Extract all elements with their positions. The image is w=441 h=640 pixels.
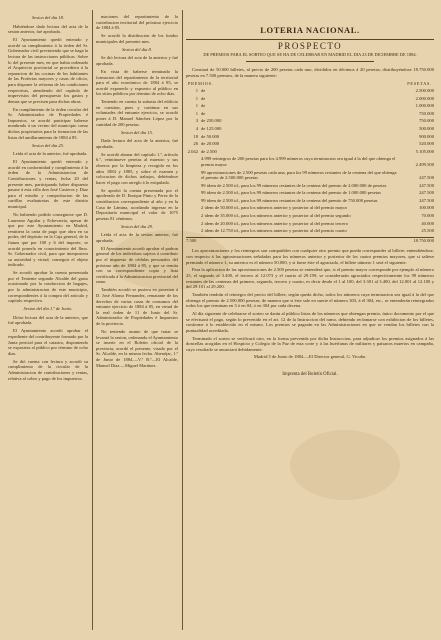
minutes-paragraph: Leida el acta de la anterior, fué aprobada. — [13, 151, 88, 157]
prize-amount: 2.500.000 — [415, 87, 434, 93]
header-pesetas: PESETAS. — [407, 81, 432, 87]
prospecto-paragraph: Para la aplicacion de las aproximaciones de 2.500 pesetas se entenderá que, si el premio mayor corresponde por ejemplo al número 25, el segundo al 3.400, el tercero al 12.073 y el cuarto al 29.199, se considerarán agraciados respectivamente los 99 números restantes de las centenas del primero, segundo, tercero y cuarto, es decir desde el 1 al 100, del 3.301 al 3.400, del 12.001 al 12.100 y del 29.101 al 29.200. — [186, 267, 434, 290]
prospecto-paragraph: Al día siguiente de celebrarse el sorteo se darán al público listas de los números que obtengan premio, único documento por el que se efectuará el pago, según lo prevenido en el art. 12 de la Instruccion del ramo, debiendo reclamarse con exhibicion de los billetes, conforme á lo establecido en el mismo. Los premios se pagarán en las Administraciones en que se vendan los billetes con la puntualidad acreditada. — [186, 310, 434, 333]
total-count: 7.500 — [186, 237, 197, 243]
prize-amount: 520.000 — [419, 141, 434, 147]
prize-amount: 750.000 — [419, 110, 434, 116]
prize-label: 2 idem de 12.750 id., para los números anterior y posterior al del premio cuarto — [201, 228, 347, 234]
minutes-paragraph: Teniendo en cuenta la subasta del edificio en cuestion, pues y continua en sus voluntades del entrante ejercicio, se acordó poner á D. Manuel Sánchez López por la cantidad de 200 pesetas. — [96, 99, 178, 127]
signature-line: Madrid 5 de Junio de 1884.—El Director general, G. Vicuña. — [253, 354, 367, 360]
column-divider — [92, 10, 93, 630]
minutes-paragraph: Leida el acta de la sesion anterior, fué aprobada. — [96, 232, 178, 243]
prize-count: 4 — [195, 125, 198, 131]
prize-amount: 100.000 — [419, 205, 434, 211]
prize-label: de — [201, 110, 206, 116]
minutes-paragraph: Se acordó aprobar la cuenta presentada por el Teniente segundo Alcalde del gasto ocasionado por la conduccion de bagajes, por la administracion de este municipio, correspondientes á la compra del artículo y capítulo respectivo. — [8, 270, 88, 304]
prize-row — [186, 183, 434, 189]
prize-label: de — [201, 103, 206, 109]
prospecto-paragraph: Los aproximaciones y los reintegros son compatibles con cualquier otro premio que pueda corresponder al billete; entendiéndose, con respecto á las aproximaciones señaladas para los números anterior y posterior de los cuatro premios mayores, que si saliese premiado el número 1, su anterior es el número 50.000, y si fuese éste el agraciado, el billete número 1 será el siguiente. — [186, 248, 434, 265]
prize-row — [186, 111, 434, 117]
prize-count: 1 — [195, 87, 198, 93]
prize-label: 99 idem de 2.500 id., para los 99 números restantes de la centena del premio de 1.000.000 pesetas — [201, 190, 381, 196]
prize-row — [186, 190, 434, 196]
prize-row — [186, 228, 434, 234]
minutes-paragraph: Se dió cuenta con lectura y acordó su cumplimiento de la circular de la Administracion de contribuciones y rentas, relativa al cobro y pago de los impuestos. — [8, 358, 88, 381]
prize-row — [186, 198, 434, 204]
prize-label: de 50.000 — [201, 133, 220, 139]
column-divider — [182, 10, 183, 630]
prospecto-intro: Constará de 50.000 billetes, al precio de 200 pesetas cada uno, divididos en décimos á 20 pesetas; distribuyéndose 18.750.000 pesetas en 7.500 premios, de la manera siguiente: — [186, 67, 434, 78]
prize-amount: 2.499.500 — [415, 161, 434, 167]
prize-count: 1 — [195, 95, 198, 101]
prize-amount: 247.500 — [419, 175, 434, 181]
prize-count: 1 — [195, 110, 198, 116]
minutes-paragraph: En cumplimiento de la órden circular del Sr. Administrador de Propiedades é Impuestos, se acordó participar haberse nombrado á un vecino del municipio como dichos propietarios para la formacion de las listas del amillaramiento de 1884 á 85. — [8, 106, 88, 140]
prize-row — [186, 149, 434, 155]
session-dateline: Sesion del dia 8. — [122, 46, 152, 52]
prize-count: 3 — [195, 118, 198, 124]
prize-amount: 25.500 — [421, 228, 434, 234]
prospecto-heading: PROSPECTO — [277, 40, 343, 51]
minutes-paragraph: maciones del repartimiento de la contribucion territorial del próximo ejercicio de 1884 á 85. — [96, 14, 178, 31]
session-dateline: Sesion del dia 18. — [32, 15, 64, 20]
prize-row — [186, 170, 434, 181]
prize-amount: 900.000 — [419, 133, 434, 139]
prize-amount: 247.500 — [419, 197, 434, 203]
prize-table — [186, 88, 434, 234]
prize-label: 4.999 reintegros de 200 pesetas para los 4.999 números cuya terminacion sea igual á la del que obtenga el premio mayor — [201, 156, 396, 167]
prospecto-subhead: DE PREMIOS PARA EL SORTEO QUE SE HA DE CELEBRAR EN MADRID EL DIA 23 DE DICIEMBRE DE 1884. — [203, 52, 417, 58]
prize-label: de 2.500 — [201, 148, 217, 154]
prize-amount: 500.000 — [419, 125, 434, 131]
minutes-paragraph: Se aprobó la cuenta presentada por el apoderado de D. Enrique Pinto y Perez de la contribucion correspondiente al año y en la Casa de Lámina, acordando ingresar en la Depositaría municipal el valor de 1075 pesetas 81 céntimos. — [96, 187, 178, 221]
prize-label: 2 idem de 35.000 id., para los números anterior y posterior al del premio segundo — [201, 213, 351, 219]
prospecto-body — [186, 248, 434, 360]
minutes-paragraph: No teniendo asunto de que tratar se levantó la sesion, ordenando el Ayuntamiento se inserte en el Boletin oficial de la provincia, acordó el presente, visado por el Sr. Alcalde, en la misma fecha. Abenójar, 1.º de Junio de 1884.—V.º B.º—El Alcalde, Manuel Diaz.—Miguel Martinez. — [96, 328, 178, 368]
prize-row — [186, 118, 434, 124]
lottery-title: LOTERIA NACIONAL. — [260, 25, 360, 35]
minutes-paragraph: El Ayuntamiento quedó enterado y acordó su cumplimiento á la órden del Sr. Gobernador civil previniendo que se haga la lectura de las instrucciones públicas. Sobre lo del presente mes, en que habia ordenado el Arquitecto provincial se procediera á la reparacion de las cocinas de los habitantes de las Proferias mayores y casas de oficio, para disponer la reforma de las condiciones respectivas, atendiendo del capitulo de imprevistos del presupuesto los gastos y demas que se precisen para dichas obras. — [8, 37, 88, 104]
prize-label: 2 idem de 50.000 id., para los números anterior y posterior al del premio mayor — [201, 205, 348, 211]
rule — [246, 61, 374, 62]
prize-amount: 5.105.000 — [415, 148, 434, 154]
session-dateline: Sesion del dia 29. — [121, 223, 153, 229]
prize-count: 26 — [193, 141, 198, 147]
prize-row — [186, 103, 434, 109]
prize-count: 2.042 — [187, 148, 198, 154]
prize-row — [186, 134, 434, 140]
minutes-paragraph: Dióse lectura del acta de la anterior, que fué aprobada. — [8, 314, 88, 326]
prize-amount: 750.000 — [419, 118, 434, 124]
prize-label: de 250.000 — [201, 118, 222, 124]
minutes-paragraph: Dada lectura del acta de la anterior, fué aprobada. — [96, 138, 178, 149]
prize-label: de 20.000 — [201, 141, 220, 147]
total-amount: 18.750.000 — [413, 237, 434, 243]
prize-row — [186, 156, 434, 167]
prize-total — [186, 237, 434, 244]
minutes-paragraph: También acordó se pusiera en posesion á D. José Alonso Fernandez, rematante de los derechos de varias casas de consumos del entrante ejercicio de 1884 á 85, en virtud de la real órden de 11 de Junio del Sr. Administrador de Propiedades é Impuestos de la provincia. — [96, 287, 178, 326]
prize-label: de 125.000 — [201, 125, 222, 131]
prize-count: 18 — [193, 133, 198, 139]
prospecto-paragraph: También tendrán el reintegro del precio del billete, según queda dicho, todos los números cuya terminacion sea igual á la del que obtenga el premio de 2.500.000 pesetas; de manera que si éste sale en suerte el número 303, á él 304, etc., se entenderán reintegrados todos los que terminan en 3 ó en 04, ó en 304 por cada decena. — [186, 291, 434, 309]
prize-label: 2 idem de 20.000 id., para los números anterior y posterior al del premio tercero — [201, 220, 349, 226]
lottery-section — [186, 14, 434, 378]
prize-count: 1 — [195, 103, 198, 109]
rule — [186, 39, 434, 40]
prize-amount: 247.500 — [419, 190, 434, 196]
printer-credit: Imprenta del Boletín Oficial. — [282, 372, 338, 378]
prospecto-paragraph: Terminado el sorteo se verificará otro, en la forma prevenida por dicha Instruccion, para adjudicar los premios asignados á las doncellas acogidas en el Hospicio y Colegio de la Paz de esta corte y á las huérfanas de militares y paisanos muertos en campaña, cuyo resultado se anunciará debidamente. — [186, 335, 434, 352]
prize-row — [186, 213, 434, 219]
minutes-paragraph: Se acordó abonar del capitulo 1.º, artículo 6.º, veintinueve pesetas al maestro y sus obreros por la limpieza y recogida en los años 1884 y 1885, y sobre el examen y colocacion de dichos trabajos, debiéndose hacer el pago con arreglo á lo estipulado. — [96, 151, 178, 185]
prize-label: de — [201, 87, 206, 93]
minutes-paragraph: El Ayuntamiento acordó aprobar el expediente del contribuyente formado por la Junta pericial para el catastro, disponiendo se expusiera al público por término de ocho dias. — [8, 328, 88, 356]
prize-label: de — [201, 95, 206, 101]
prize-row — [186, 96, 434, 102]
prize-row — [186, 88, 434, 94]
minutes-paragraph: No habiendo podido conseguirse que D. Laureano Aguilar y Echevarría, apesar de que por este Ayuntamiento en Madrid, remitiera la carta de pago que obra en su poder, del depósito en la Caja general, de la fianza que por 100 y 6 del importe, se acordó ponerlo en conocimiento del Ilmo. Sr. Gobernador civil, para que interpusiera su autoridad y virtud, conseguir el objeto indicado. — [8, 211, 88, 268]
paper-stain — [290, 430, 400, 500]
minutes-paragraph: Habiéndose dado lectura del acta de la sesion anterior, fué aprobada. — [8, 23, 88, 35]
prize-row — [186, 141, 434, 147]
left-column-2 — [96, 14, 178, 371]
minutes-paragraph: El Ayuntamiento quedó enterado y acordó en conformidad y cumplimiento á la órden de la Administracion de Contribuciones y rentas, fecha 20 del presente mes, participando haber dispuesto pasase á esta villa don José Casteros y Diaz para el estudio y comprobacion de las cartillas evaluatorias de este distrito municipal. — [8, 159, 88, 209]
session-dateline: Sesion del dia 25. — [32, 142, 64, 148]
minutes-paragraph: Se acordó la distribucion de los fondos municipales del presente mes. — [96, 33, 178, 44]
left-column-1 — [8, 14, 88, 384]
prize-row — [186, 205, 434, 211]
prize-amount: 70.000 — [421, 213, 434, 219]
session-dateline: Sesion del dia 15. — [121, 129, 153, 135]
prize-label: 99 idem de 2.500 id., para los 99 números restantes de la centena del premio de 750.000 pesetas — [201, 197, 378, 203]
minutes-paragraph: En vista de haberse terminado la formacion del repartimiento de la territorial para el año económico de 1884 á 85, se acordó exponerlo y expuesto al público en los sitios públicos por término de ocho dias. — [96, 68, 178, 97]
prize-row — [186, 126, 434, 132]
session-dateline: Sesion del dia 1.º de Junio. — [23, 306, 73, 312]
prize-table-header — [188, 81, 432, 87]
minutes-paragraph: Se dió lectura del acta de la anterior y fué aprobada. — [96, 55, 178, 66]
prize-amount: 2.000.000 — [415, 95, 434, 101]
prize-row — [186, 221, 434, 227]
prize-amount: 247.500 — [419, 182, 434, 188]
minutes-paragraph: El Ayuntamiento acordó aprobar el padron general de los individuos sujetos á contribuir por el impuesto de cédulas personales del próximo año de 1884 á 85, y que se remita con su correspondiente copia y lista certificada á la Administracion provincial del ramo. — [96, 245, 178, 285]
prize-label: 99 idem de 2.500 id., para los 99 números restantes de la centena del premio de 2.000.000 de pesetas — [201, 182, 387, 188]
header-premios: PREMIOS. — [188, 81, 214, 87]
prize-amount: 1.000.000 — [415, 103, 434, 109]
prize-amount: 40.000 — [421, 220, 434, 226]
prize-label: 99 aproximaciones de 2.500 pesetas cada una, para los 99 números restantes de la centena del que obtenga el premio de 2.500.000 pesetas — [201, 169, 397, 181]
